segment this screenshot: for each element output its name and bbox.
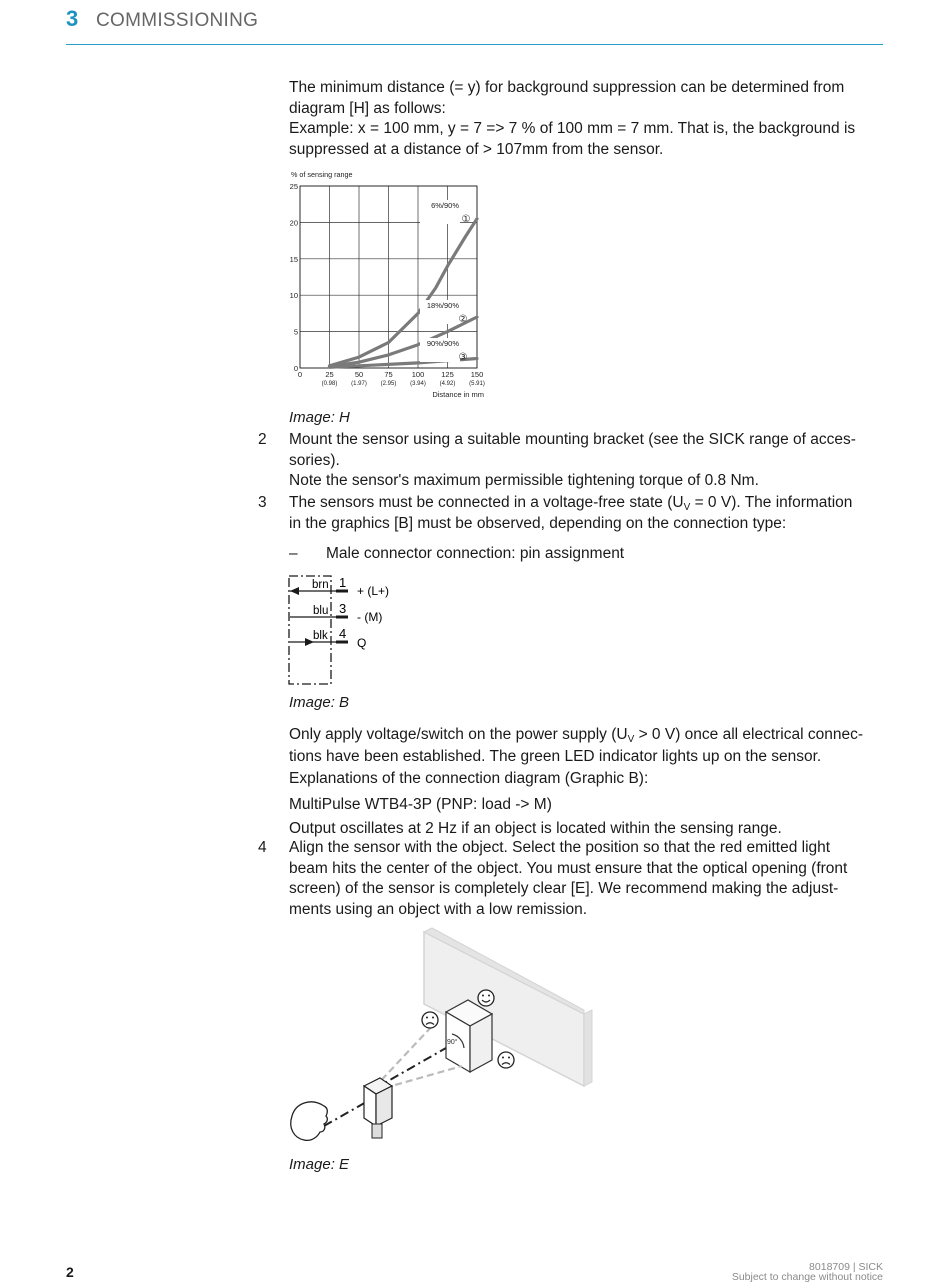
page-number: 2 [66, 1264, 74, 1280]
angle-label: 90° [447, 1039, 458, 1046]
intro-line: Example: x = 100 mm, y = 7 => 7 % of 100 mm = 7 mm. That is, the background is [289, 120, 856, 137]
step-number: 2 [258, 431, 267, 448]
series-label: 90%/90% [426, 339, 459, 348]
caption-image-b: Image: B [289, 694, 350, 711]
x-tick-sublabel: (3.94) [410, 381, 426, 387]
footer-note: Subject to change without notice [731, 1271, 883, 1283]
intro-line: diagram [H] as follows: [289, 99, 446, 117]
series-label: 18%/90% [426, 301, 459, 310]
step-2-line: sories). [289, 451, 340, 469]
pin-number: 3 [339, 601, 347, 616]
sad-face-icon [498, 1052, 514, 1068]
x-tick-label: 125 [441, 370, 454, 379]
step-number: 3 [258, 494, 267, 511]
y-tick-label: 20 [289, 218, 298, 228]
pin-assignment-diagram [286, 572, 416, 690]
x-tick-label: 75 [384, 370, 393, 379]
pin-number: 4 [339, 626, 347, 641]
background-suppression-chart [283, 168, 493, 404]
sensor-connector [372, 1124, 382, 1138]
x-tick-sublabel: (0.98) [321, 381, 338, 387]
x-tick-label: 100 [411, 370, 425, 379]
voltage-subscript: V [683, 502, 691, 513]
chapter-title: COMMISSIONING [96, 10, 259, 31]
chart-svg [283, 168, 493, 404]
step-2-text [289, 430, 885, 492]
x-tick-label: 150 [470, 370, 484, 379]
series-marker: ② [458, 314, 468, 325]
x-tick-sublabel: (5.91) [469, 381, 485, 387]
x-tick-label: 0 [297, 370, 303, 379]
x-tick-label: 25 [325, 370, 334, 379]
step-number: 4 [258, 839, 267, 856]
wire-label: blu [313, 605, 329, 617]
pin-signal: + (L+) [357, 584, 390, 598]
y-tick-label: 5 [293, 327, 298, 337]
document-reference: 8018709 | SICK [809, 1261, 883, 1273]
explanation-line: tions have been established. The green LED indicator lights up on the sensor. [289, 748, 822, 765]
step-4-line: beam hits the center of the object. You must ensure that the optical opening (front [289, 859, 848, 877]
arrow-left-icon [290, 587, 299, 595]
step-4-line: ments using an object with a low remission. [289, 900, 588, 918]
explanation-text-b: > 0 V) once all electrical connec- [634, 726, 864, 743]
caption-image-h: Image: H [289, 409, 350, 426]
series-marker: ① [461, 214, 471, 225]
intro-line: The minimum distance (= y) for background suppression can be determined from [289, 79, 845, 96]
pin-signal: - (M) [357, 610, 383, 624]
explanation-line [289, 724, 885, 746]
sight-line [324, 1101, 368, 1126]
beam-upper [374, 1024, 434, 1088]
wire-label: brn [312, 579, 329, 591]
product-line: MultiPulse WTB4-3P (PNP: load -> M) [289, 796, 552, 813]
explanation-line: Explanations of the connection diagram (Graphic B): [289, 770, 649, 787]
x-tick-label: 50 [354, 370, 364, 379]
x-tick-sublabel: (4.92) [439, 381, 456, 387]
alignment-illustration [284, 926, 594, 1151]
intro-paragraph [289, 78, 885, 160]
wire-label: blk [313, 630, 328, 642]
step-2-line: Note the sensor's maximum permissible tightening torque of 0.8 Nm. [289, 472, 759, 489]
pin-number: 1 [339, 575, 347, 590]
series-marker: ③ [458, 352, 468, 363]
x-axis-label: Distance in mm [432, 390, 484, 399]
series-label: 6%/90% [431, 201, 459, 210]
wall-side [584, 1010, 592, 1086]
step-3-text-a: The sensors must be connected in a voltage-free state (U [289, 494, 684, 511]
intro-line: suppressed at a distance of > 107mm from the sensor. [289, 140, 664, 158]
step-3-line: in the graphics [B] must be observed, depending on the connection type: [289, 514, 787, 532]
footer-info [732, 1262, 883, 1282]
step-4-line: Align the sensor with the object. Select the position so that the red emitted light [289, 839, 831, 856]
step-4-text [289, 838, 885, 920]
bullet-dash: – [289, 545, 298, 562]
step-2-line: Mount the sensor using a suitable mounting bracket (see the SICK range of acces- [289, 431, 856, 448]
explanation-text-a: Only apply voltage/switch on the power supply (U [289, 726, 628, 743]
y-tick-label: 25 [289, 182, 298, 191]
connection-explanation [289, 724, 885, 840]
step-3-text [289, 493, 885, 534]
step-4-line: screen) of the sensor is completely clear [E]. We recommend making the adjust- [289, 880, 839, 897]
chapter-header [66, 6, 883, 45]
bullet-text: Male connector connection: pin assignment [326, 545, 625, 562]
happy-face-icon [478, 990, 494, 1006]
y-tick-label: 15 [289, 254, 298, 264]
person-head-icon [291, 1102, 328, 1140]
explanation-line: Output oscillates at 2 Hz if an object is located within the sensing range. [289, 820, 782, 837]
x-tick-sublabel: (2.95) [380, 381, 397, 387]
voltage-subscript: V [627, 734, 635, 745]
x-tick-sublabel: (1.97) [351, 381, 367, 387]
y-axis-label: % of sensing range [291, 170, 353, 179]
pin-signal: Q [357, 636, 367, 650]
step-3-line [289, 493, 885, 514]
caption-image-e: Image: E [289, 1156, 350, 1173]
y-tick-label: 10 [289, 291, 298, 301]
chapter-number: 3 [66, 6, 79, 31]
y-tick-label: 0 [293, 364, 298, 373]
step-3-text-b: = 0 V). The information [690, 494, 853, 511]
sad-face-icon [422, 1012, 438, 1028]
